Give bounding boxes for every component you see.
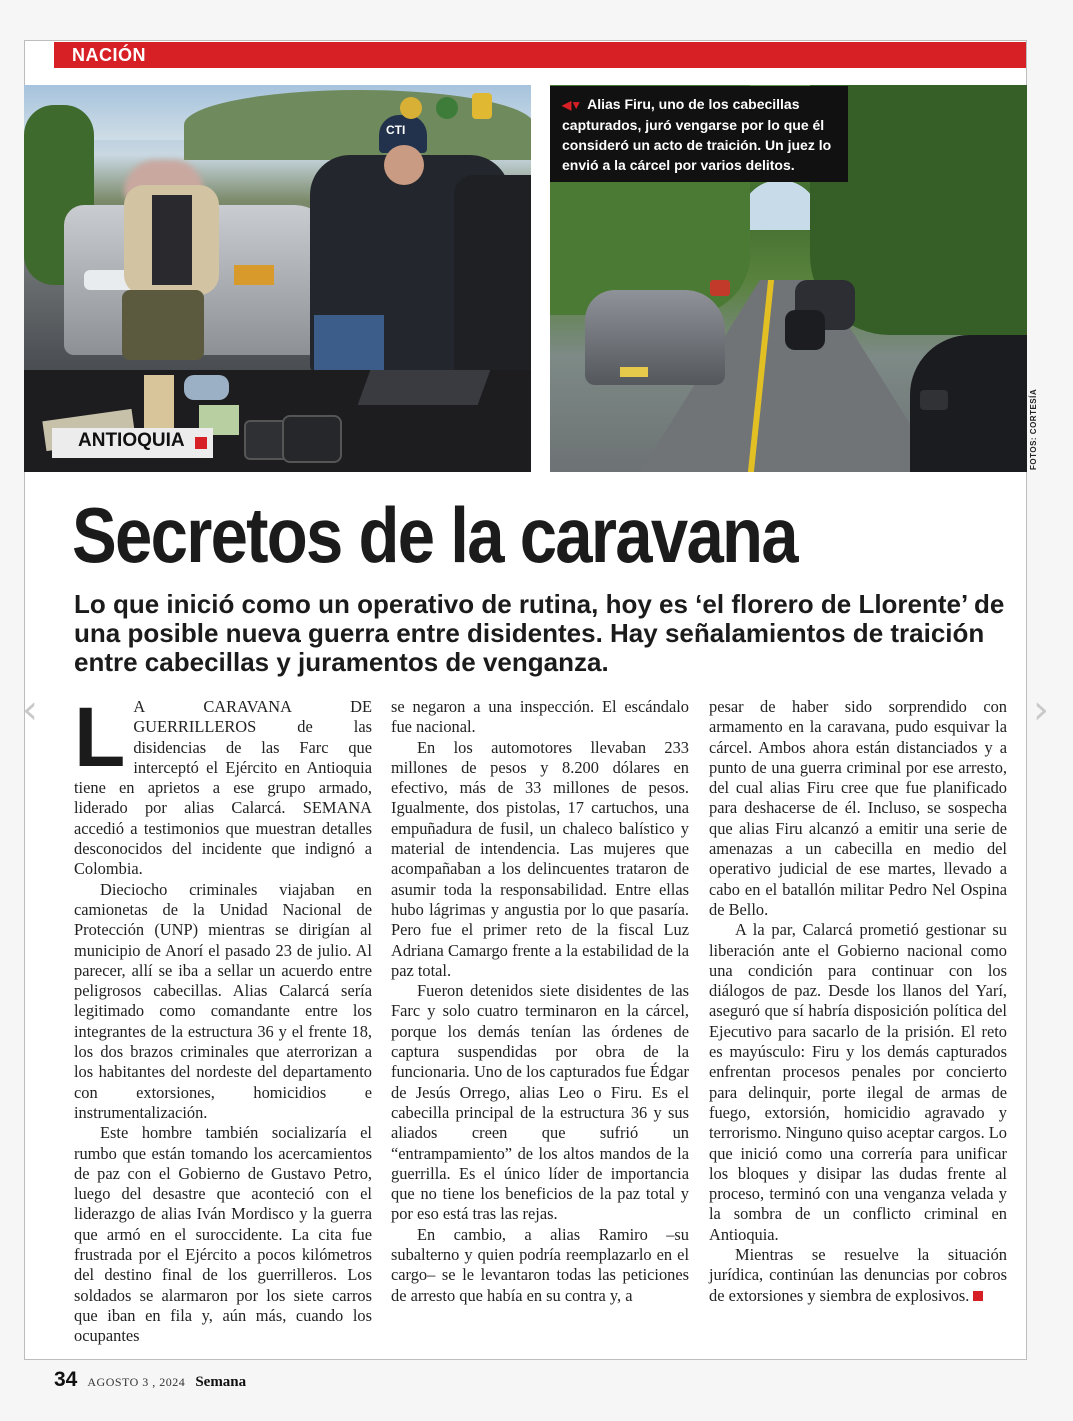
section-bar (54, 42, 1026, 68)
end-mark-icon (973, 1291, 983, 1301)
article-column-1 (74, 690, 372, 1347)
next-page-chevron-icon[interactable]: › (1033, 687, 1049, 733)
location-tag-text: ANTIOQUIA (78, 430, 185, 451)
photo-caption (550, 86, 848, 182)
article-paragraph: Fueron detenidos siete disidentes de las Farc y solo cuatro terminaron en la cárcel, porque los demás tenían las órdenes de captura suspendidas por obra de la funcionaria. Uno de los capturados fue Édgar de Jesús Orrego, alias Leo o Firu. Es el cabecilla principal de la estructura 36 y sus aliados creen que sufrió un “entrampamiento” de los altos mandos de la guerrilla. Es el único líder de importancia que no tiene los beneficios de la paz total y por eso está tras las rejas. (391, 981, 689, 1224)
issue-date: AGOSTO 3 , 2024 (87, 1375, 186, 1389)
lead-paragraph-text: A CARAVANA DE GUERRILLEROS de las disidencias de las Farc que interceptó el Ejército en Antioquia tiene en aprietos a ese grupo armado, liderado por alias Calarcá. SEMANA accedió a testimonios que muestran detalles desconocidos del incidente que indignó a Colombia. (74, 697, 372, 879)
headline: Secretos de la caravana (72, 491, 797, 579)
standfirst: Lo que inició como un operativo de rutina, hoy es ‘el florero de Llorente’ de una posible nueva guerra entre disidentes. Hay señalamientos de traición entre cabecillas y juramentos de venganza. (74, 589, 1005, 677)
section-label: NACIÓN (72, 45, 146, 65)
page-footer (54, 1368, 246, 1392)
article-column-3 (709, 697, 1007, 1306)
photo-left-seized-items (24, 85, 531, 472)
closing-paragraph-text: Mientras se resuelve la situación jurídica, continúan las denuncias por cobros de extorsiones y siembra de explosivos. (709, 1245, 1007, 1305)
photo-credit: FOTOS: CORTESÍA (1029, 388, 1038, 470)
article-paragraph: A la par, Calarcá prometió gestionar su liberación ante el Gobierno nacional como una condición para continuar con los diálogos de paz. Desde los llanos del Yarí, aseguró que sí habría disposición política del Ejecutivo para sacarlo de la prisión. El reto es mayúsculo: Firu y los demás capturados enfrentan procesos penales por concierto para delinquir, porte ilegal de armas de fuego, extorsión, homicidio agravado y terrorismo. Ninguno quiso aceptar cargos. Lo que inició como una correría para unificar los bloques y disipar las dudas frente al proceso, terminó con una venganza velada y la sombra de un conflicto criminal en Antioquia. (709, 920, 1007, 1244)
article-paragraph: En los automotores llevaban 233 millones de pesos y 8.200 dólares en efectivo, más de 33 millones de pesos. Igualmente, dos pistolas, 17 cartuchos, una empuñadura de fusil, un chaleco balístico y material de intendencia. Las mujeres que acompañaban a los delincuentes trataron de asumir toda la responsabilidad. Entre ellas hubo lágrimas y angustia por lo que pasaría. Pero fue el primer reto de la fiscal Luz Adriana Camargo frente a la estabilidad de la paz total. (391, 737, 689, 980)
article-paragraph: Dieciocho criminales viajaban en camionetas de la Unidad Nacional de Protección (UNP) mientras se dirigían al municipio de Anorí el pasado 23 de julio. Al parecer, allí se iba a sellar un acuerdo entre peligrosos cabecillas. Alias Calarcá sería legitimado como comandante entre los integrantes de la estructura 36 y el frente 18, los dos brazos criminales que aterrorizan a los habitantes del nordeste del departamento con extorsiones, homicidios e instrumentalización. (74, 879, 372, 1122)
location-tag-square (195, 437, 207, 449)
photo-caption-text: Alias Firu, uno de los cabecillas capturados, juró vengarse por lo que él consideró un acto de traición. Un juez lo envió a la cárcel por varios delitos. (562, 96, 832, 173)
article-paragraph: pesar de haber sido sorprendido con armamento en la caravana, pudo esquivar la cárcel. Ambos ahora están distanciados y a punto de una guerra criminal por ese arresto, del cual alias Firu cree que fue planificado para deshacerse de él. Incluso, se sospecha que alias Firu alcanzó a emitir una serie de amenazas a un cabecilla en medio del operativo judicial de ese martes, llevado a cabo en el batallón militar Pedro Nel Ospina de Bello. (709, 697, 1007, 919)
article-paragraph: se negaron a una inspección. El escándalo fue nacional. (391, 697, 689, 737)
location-tag (52, 428, 213, 458)
drop-cap: L (74, 690, 126, 784)
article-paragraph (74, 690, 372, 880)
previous-page-chevron-icon[interactable]: ‹ (22, 687, 38, 733)
article-column-2 (391, 697, 689, 1306)
article-paragraph: En cambio, a alias Ramiro –su subalterno y quien podría reemplazarlo en el cargo– se le levantaron todas las peticiones de arresto que había en su contra y, a (391, 1224, 689, 1305)
magazine-name: Semana (195, 1374, 247, 1390)
cap-logo-text: CTI (386, 123, 406, 137)
article-paragraph: Este hombre también socializaría el rumbo que están tomando los acercamientos de paz con el Gobierno de Gustavo Petro, luego del desastre que aconteció con el liderazgo de alias Iván Mordisco y la guerra que armó en el suroccidente. La cita fue frustrada por el Ejército a pocos kilómetros del destino final de los guerrilleros. Los soldados se alarmaron por los siete carros que iban en fila y, aún más, cuando los ocupantes (74, 1123, 372, 1346)
article-paragraph (709, 1245, 1007, 1306)
caption-arrow-icon: ◀▼ (562, 98, 582, 112)
page-number: 34 (54, 1368, 78, 1391)
